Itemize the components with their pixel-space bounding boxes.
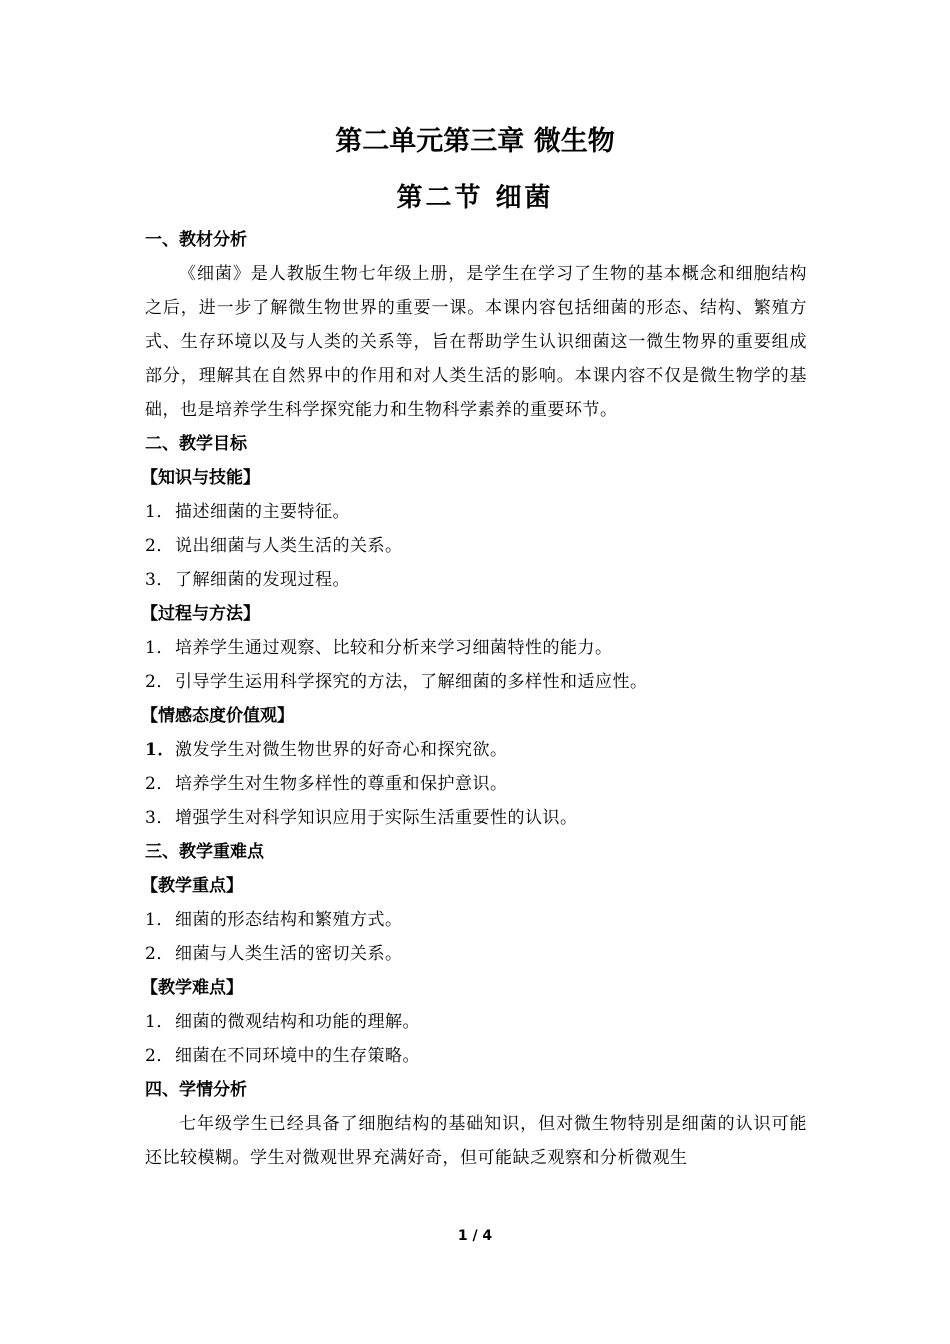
item-text: 说出细菌与人类生活的关系。: [175, 536, 403, 556]
item-number: 3．: [145, 808, 174, 828]
item-text: 细菌的形态结构和繁殖方式。: [175, 910, 403, 930]
item-text: 细菌的微观结构和功能的理解。: [175, 1012, 420, 1032]
item-text: 培养学生通过观察、比较和分析来学习细菌特性的能力。: [175, 638, 613, 658]
list-item: [145, 529, 807, 563]
item-text: 培养学生对生物多样性的尊重和保护意识。: [175, 774, 508, 794]
item-text: 引导学生运用科学探究的方法，了解细菌的多样性和适应性。: [175, 672, 648, 692]
item-text: 激发学生对微生物世界的好奇心和探究欲。: [175, 740, 508, 760]
subheading-process-methods: 【过程与方法】: [141, 604, 260, 624]
list-item: [145, 1005, 807, 1039]
item-number: 2．: [145, 774, 174, 794]
heading-student-analysis: 四、学情分析: [145, 1080, 247, 1100]
item-number: 1．: [145, 1012, 174, 1032]
subheading-knowledge-skills: 【知识与技能】: [141, 468, 260, 488]
list-item: [145, 665, 807, 699]
subheading-emotion-values: 【情感态度价值观】: [141, 706, 294, 726]
item-number: 1．: [145, 638, 174, 658]
list-item: [145, 631, 807, 665]
item-text: 细菌与人类生活的密切关系。: [175, 944, 403, 964]
item-number: 2．: [145, 536, 174, 556]
item-text: 描述细菌的主要特征。: [175, 502, 350, 522]
item-text: 细菌在不同环境中的生存策略。: [175, 1046, 420, 1066]
paragraph-student-analysis: 七年级学生已经具备了细胞结构的基础知识，但对微生物特别是细菌的认识可能还比较模糊。学生对微观世界充满好奇，但可能缺乏观察和分析微观生: [145, 1114, 807, 1168]
subheading-key-points: 【教学重点】: [141, 876, 243, 896]
item-number: 3．: [145, 570, 174, 590]
section-subtitle: 第二节 细菌: [396, 183, 554, 213]
document-title: 第二单元第三章 微生物: [335, 126, 615, 157]
item-number: 1．: [145, 740, 175, 760]
heading-textbook-analysis: 一、教材分析: [145, 230, 247, 250]
item-text: 增强学生对科学知识应用于实际生活重要性的认识。: [175, 808, 578, 828]
list-item: [145, 733, 807, 767]
list-item: [145, 1039, 807, 1073]
list-item: [145, 801, 807, 835]
item-number: 1．: [145, 910, 174, 930]
list-item: [145, 563, 807, 597]
page-number: 1 / 4: [457, 1228, 493, 1244]
list-item: [145, 903, 807, 937]
item-number: 2．: [145, 672, 174, 692]
item-text: 了解细菌的发现过程。: [175, 570, 350, 590]
subheading-difficult-points: 【教学难点】: [141, 978, 243, 998]
paragraph-textbook-analysis: 《细菌》是人教版生物七年级上册，是学生在学习了生物的基本概念和细胞结构之后，进一步了解微生物世界的重要一课。本课内容包括细菌的形态、结构、繁殖方式、生存环境以及与人类的关系等，旨在帮助学生认识细菌这一微生物界的重要组成部分，理解其在自然界中的作用和对人类生活的影响。本课内容不仅是微生物学的基础，也是培养学生科学探究能力和生物科学素养的重要环节。: [145, 264, 807, 420]
heading-key-difficult-points: 三、教学重难点: [145, 842, 264, 862]
item-number: 2．: [145, 1046, 174, 1066]
list-item: [145, 767, 807, 801]
list-item: [145, 495, 807, 529]
item-number: 1．: [145, 502, 174, 522]
heading-teaching-goals: 二、教学目标: [145, 434, 247, 454]
item-number: 2．: [145, 944, 174, 964]
document-body: [141, 223, 807, 1175]
list-item: [145, 937, 807, 971]
